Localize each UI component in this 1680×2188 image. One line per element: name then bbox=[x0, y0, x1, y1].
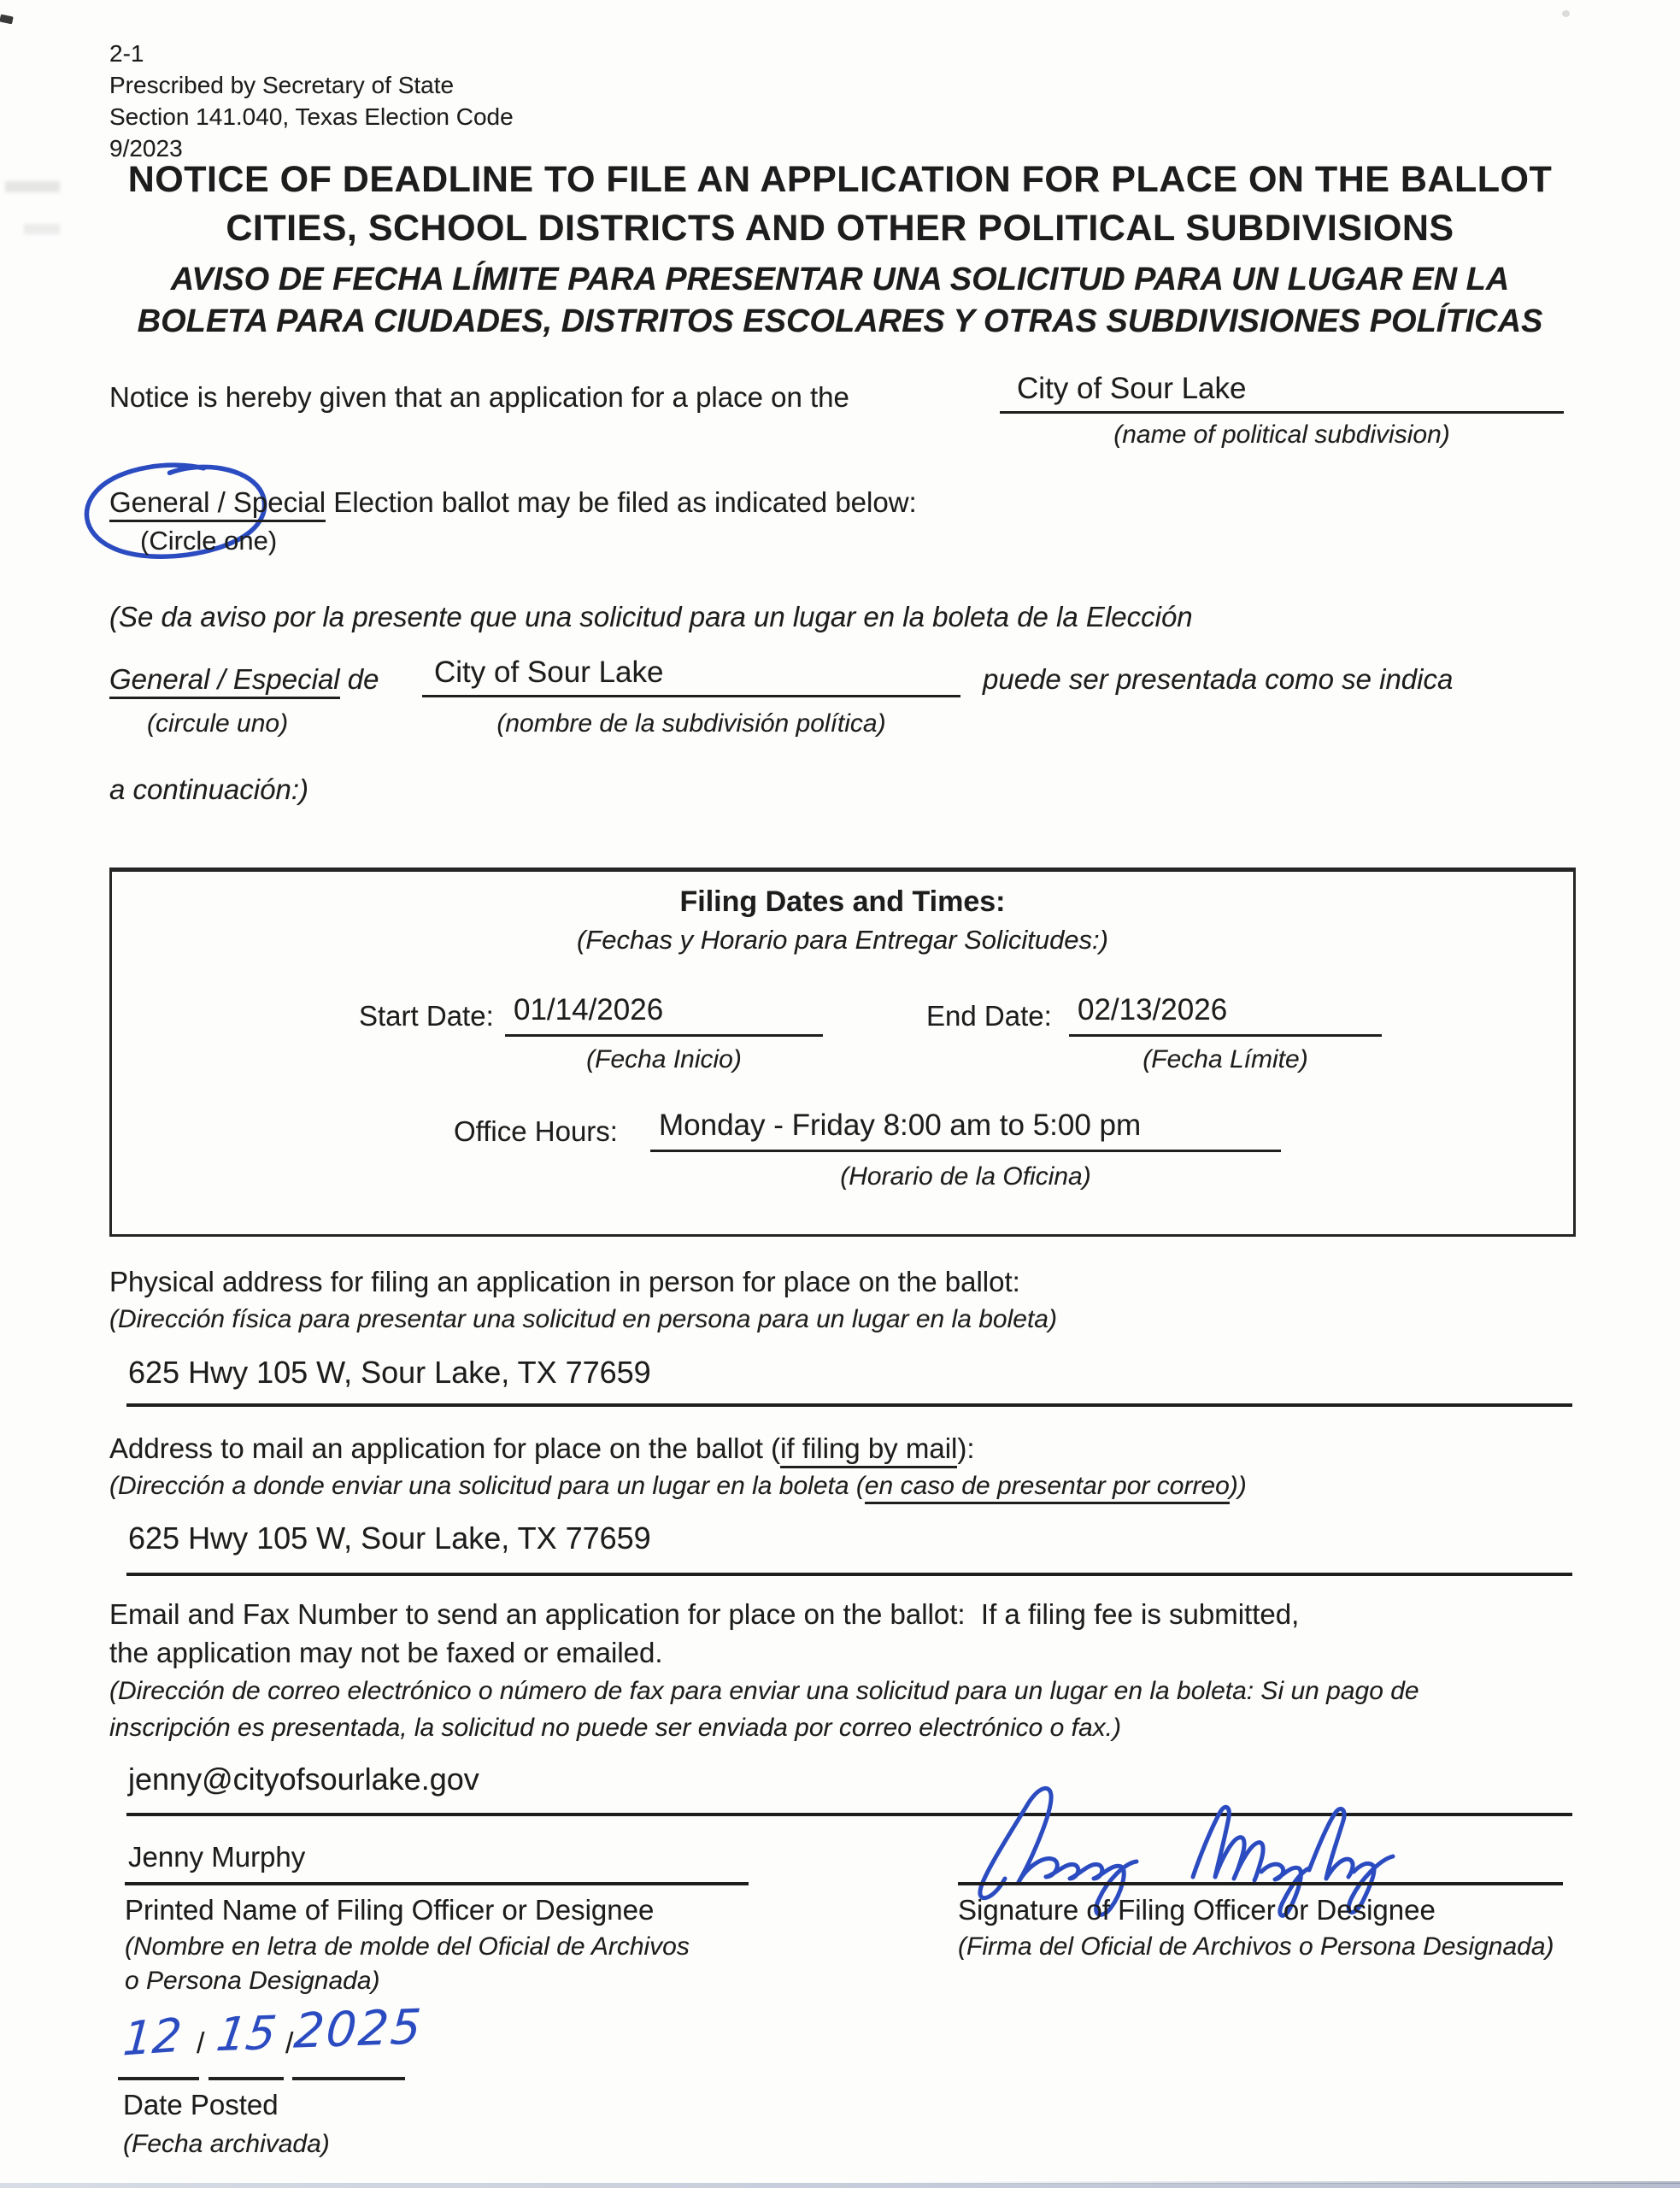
email-fax-label-es-line2: inscripción es presentada, la solicitud no puede ser enviada por correo electrónico o fax.) bbox=[109, 1714, 1122, 1742]
date-posted-section bbox=[109, 1999, 708, 2188]
date-posted-year-handwritten: 2025 bbox=[291, 1999, 425, 2060]
date-separator: / bbox=[197, 2027, 205, 2060]
title-es-line-1: AVISO DE FECHA LÍMITE PARA PRESENTAR UNA SOLICITUD PARA UN LUGAR EN LA bbox=[170, 262, 1510, 297]
physical-address-value: 625 Hwy 105 W, Sour Lake, TX 77659 bbox=[128, 1355, 651, 1390]
mail-address-label-es: (Dirección a donde enviar una solicitud para un lugar en la boleta (en caso de presentar por correo)) bbox=[109, 1472, 1247, 1501]
physical-address-label-es: (Dirección física para presentar una solicitud en persona para un lugar en la boleta) bbox=[109, 1305, 1057, 1333]
election-type-text bbox=[109, 486, 917, 519]
office-hours-caption: (Horario de la Oficina) bbox=[840, 1162, 1091, 1191]
date-separator: / bbox=[285, 2027, 294, 2060]
notice-spanish-continuation: puede ser presentada como se indica bbox=[983, 663, 1454, 695]
email-fax-label-line1: Email and Fax Number to send an application for place on the ballot: If a filing fee is submitted, bbox=[109, 1598, 1300, 1630]
physical-address-section bbox=[109, 1266, 1574, 1411]
date-posted-month-handwritten: 12 bbox=[120, 2008, 184, 2067]
statute-line: Section 141.040, Texas Election Code bbox=[109, 103, 514, 130]
end-date-blank bbox=[1069, 956, 1382, 1037]
printed-name-label-es2: o Persona Designada) bbox=[125, 1967, 380, 1995]
start-date-blank bbox=[505, 956, 823, 1037]
election-type-de: de bbox=[339, 663, 379, 695]
subdivision-name-blank bbox=[1000, 362, 1564, 414]
notice-spanish-line1: (Se da aviso por la presente que una solicitud para un lugar en la boleta de la Elección bbox=[109, 601, 1193, 632]
mail-address-label: Address to mail an application for place on the ballot (if filing by mail): bbox=[109, 1432, 975, 1465]
printed-name-line bbox=[125, 1882, 749, 1885]
office-hours-value: Monday - Friday 8:00 am to 5:00 pm bbox=[659, 1109, 1142, 1142]
election-type-choices-es: General / Especial bbox=[109, 663, 340, 699]
date-posted-label-es: (Fecha archivada) bbox=[123, 2130, 330, 2158]
subdivision-caption-es: (nombre de la subdivisión política) bbox=[496, 709, 886, 738]
notice-statement-row bbox=[109, 362, 1572, 458]
section-rule bbox=[126, 1403, 1572, 1407]
date-posted-label: Date Posted bbox=[123, 2089, 279, 2120]
circle-one-instruction-es: (circule uno) bbox=[147, 709, 289, 738]
scan-speck bbox=[0, 15, 14, 25]
filing-box-title: Filing Dates and Times: bbox=[679, 885, 1006, 918]
notice-spanish-end: a continuación:) bbox=[109, 773, 308, 805]
revision-date: 9/2023 bbox=[109, 135, 183, 162]
date-blank-year bbox=[292, 2077, 405, 2080]
filing-dates-box bbox=[109, 868, 1576, 1237]
end-date-label: End Date: bbox=[926, 1000, 1052, 1032]
election-type-choices: General / Special bbox=[109, 486, 326, 522]
date-posted-day-handwritten: 15 bbox=[213, 2005, 280, 2062]
election-type-spanish bbox=[109, 663, 379, 696]
subdivision-caption: (name of political subdivision) bbox=[1113, 421, 1450, 449]
start-date-value: 01/14/2026 bbox=[514, 993, 664, 1026]
por-correo-underline: en caso de presentar por correo bbox=[865, 1472, 1230, 1504]
scan-edge-strip bbox=[0, 2183, 1680, 2188]
circle-one-instruction: (Circle one) bbox=[140, 526, 278, 556]
end-date-caption: (Fecha Límite) bbox=[1143, 1045, 1308, 1073]
filing-box-subtitle-es: (Fechas y Horario para Entregar Solicitudes:) bbox=[577, 925, 1108, 955]
date-blank-month bbox=[118, 2077, 199, 2080]
prescribed-by-line: Prescribed by Secretary of State bbox=[109, 72, 455, 98]
signature-label: Signature of Filing Officer or Designee bbox=[958, 1894, 1436, 1926]
form-title-english bbox=[0, 156, 1680, 253]
title-line-2: CITIES, SCHOOL DISTRICTS AND OTHER POLITICAL SUBDIVISIONS bbox=[226, 208, 1454, 249]
form-header bbox=[109, 38, 514, 164]
notice-spanish-row bbox=[109, 643, 1572, 756]
date-blank-day bbox=[209, 2077, 284, 2080]
if-filing-by-mail-underline: if filing by mail bbox=[780, 1432, 957, 1468]
signature-section bbox=[109, 1829, 1574, 2009]
mail-address-value: 625 Hwy 105 W, Sour Lake, TX 77659 bbox=[128, 1520, 651, 1556]
signature-line bbox=[958, 1882, 1563, 1885]
email-value: jenny@cityofsourlake.gov bbox=[128, 1762, 479, 1797]
notice-intro-text: Notice is hereby given that an application for a place on the bbox=[109, 381, 849, 413]
start-date-caption: (Fecha Inicio) bbox=[586, 1045, 742, 1073]
subdivision-name-value-es: City of Sour Lake bbox=[434, 656, 664, 689]
end-date-value: 02/13/2026 bbox=[1078, 993, 1228, 1026]
office-hours-label: Office Hours: bbox=[454, 1115, 618, 1147]
signature-label-es: (Firma del Oficial de Archivos o Persona Designada) bbox=[958, 1932, 1554, 1961]
start-date-label: Start Date: bbox=[359, 1000, 494, 1032]
printed-name-value: Jenny Murphy bbox=[128, 1841, 306, 1873]
subdivision-name-blank-es bbox=[422, 643, 960, 697]
title-es-line-2: BOLETA PARA CIUDADES, DISTRITOS ESCOLARES Y OTRAS SUBDIVISIONES POLÍTICAS bbox=[137, 303, 1543, 339]
email-fax-label-es-line1: (Dirección de correo electrónico o número de fax para enviar una solicitud para un lugar en la boleta: Si un pago de bbox=[109, 1677, 1419, 1705]
title-line-1: NOTICE OF DEADLINE TO FILE AN APPLICATION FOR PLACE ON THE BALLOT bbox=[127, 159, 1553, 200]
form-number: 2-1 bbox=[109, 40, 144, 67]
section-rule bbox=[126, 1573, 1572, 1576]
election-type-rest: Election ballot may be filed as indicated below: bbox=[326, 486, 917, 518]
election-type-row bbox=[109, 479, 1572, 575]
mail-address-section bbox=[109, 1432, 1574, 1579]
printed-name-label: Printed Name of Filing Officer or Designee bbox=[125, 1894, 655, 1926]
subdivision-name-value: City of Sour Lake bbox=[1017, 372, 1247, 405]
email-fax-label-line2: the application may not be faxed or emailed. bbox=[109, 1637, 663, 1668]
printed-name-label-es1: (Nombre en letra de molde del Oficial de Archivos bbox=[125, 1932, 690, 1961]
scan-speck bbox=[1562, 10, 1570, 17]
form-title-spanish bbox=[0, 259, 1680, 343]
physical-address-label: Physical address for filing an application in person for place on the ballot: bbox=[109, 1266, 1020, 1297]
office-hours-blank bbox=[650, 1070, 1281, 1152]
